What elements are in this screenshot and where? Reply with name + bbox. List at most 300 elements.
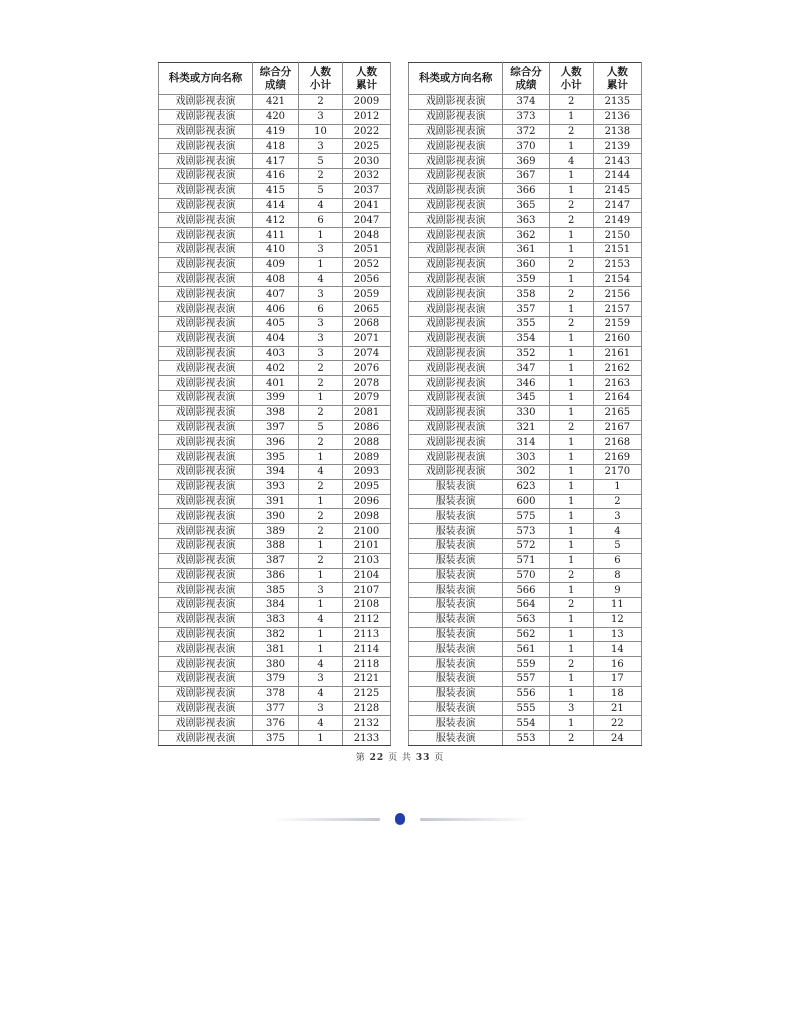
table-row [409, 168, 642, 183]
cell-cumulative: 5 [593, 538, 641, 553]
cell-count: 2 [299, 435, 343, 450]
cell-score: 404 [253, 331, 299, 346]
table-row [409, 242, 642, 257]
table-row [409, 154, 642, 169]
cell-name: 戏剧影视表演 [159, 642, 253, 657]
cell-count: 2 [549, 731, 593, 746]
cell-name: 服装表演 [409, 494, 503, 509]
cell-cumulative: 2081 [343, 405, 391, 420]
cell-name: 戏剧影视表演 [409, 95, 503, 110]
cell-cumulative: 2074 [343, 346, 391, 361]
cell-name: 服装表演 [409, 642, 503, 657]
table-header-row [159, 63, 391, 95]
cell-score: 563 [503, 612, 549, 627]
cell-count: 1 [549, 612, 593, 627]
cell-cumulative: 2086 [343, 420, 391, 435]
cell-name: 戏剧影视表演 [159, 316, 253, 331]
cell-cumulative: 2078 [343, 376, 391, 391]
table-row [409, 198, 642, 213]
cell-cumulative: 2025 [343, 139, 391, 154]
cell-cumulative: 2163 [593, 376, 641, 391]
cell-score: 406 [253, 302, 299, 317]
table-row [159, 627, 391, 642]
cell-score: 417 [253, 154, 299, 169]
cell-count: 1 [549, 228, 593, 243]
cell-name: 服装表演 [409, 686, 503, 701]
cell-cumulative: 21 [593, 701, 641, 716]
cell-name: 戏剧影视表演 [409, 228, 503, 243]
cell-score: 302 [503, 464, 549, 479]
cell-name: 戏剧影视表演 [159, 509, 253, 524]
cell-count: 1 [549, 435, 593, 450]
cell-cumulative: 2167 [593, 420, 641, 435]
cell-name: 戏剧影视表演 [409, 183, 503, 198]
cell-name: 戏剧影视表演 [409, 198, 503, 213]
cell-score: 381 [253, 642, 299, 657]
header-score: 综合分 成绩 [503, 63, 549, 95]
cell-cumulative: 2156 [593, 287, 641, 302]
cell-name: 戏剧影视表演 [409, 109, 503, 124]
cell-score: 367 [503, 168, 549, 183]
cell-score: 556 [503, 686, 549, 701]
cell-cumulative: 1 [593, 479, 641, 494]
cell-name: 戏剧影视表演 [159, 139, 253, 154]
cell-name: 戏剧影视表演 [409, 139, 503, 154]
cell-cumulative: 2068 [343, 316, 391, 331]
table-row [409, 524, 642, 539]
cell-name: 戏剧影视表演 [159, 213, 253, 228]
cell-cumulative: 2113 [343, 627, 391, 642]
cell-count: 4 [299, 612, 343, 627]
cell-cumulative: 2076 [343, 361, 391, 376]
table-row [159, 524, 391, 539]
cell-name: 戏剧影视表演 [409, 376, 503, 391]
cell-score: 415 [253, 183, 299, 198]
cell-name: 服装表演 [409, 568, 503, 583]
footer-total-pages: 33 [415, 753, 431, 763]
cell-score: 418 [253, 139, 299, 154]
cell-count: 3 [299, 583, 343, 598]
cell-cumulative: 16 [593, 657, 641, 672]
table-row [409, 583, 642, 598]
cell-score: 393 [253, 479, 299, 494]
table-row [159, 494, 391, 509]
cell-count: 1 [299, 568, 343, 583]
table-row [159, 228, 391, 243]
table-body-right [409, 95, 642, 746]
cell-cumulative: 22 [593, 716, 641, 731]
table-row [159, 450, 391, 465]
cell-cumulative: 2107 [343, 583, 391, 598]
cell-count: 1 [549, 524, 593, 539]
table-row [409, 464, 642, 479]
cell-score: 397 [253, 420, 299, 435]
cell-cumulative: 2065 [343, 302, 391, 317]
cell-count: 1 [549, 509, 593, 524]
table-row [159, 686, 391, 701]
table-row [159, 346, 391, 361]
cell-score: 410 [253, 242, 299, 257]
cell-cumulative: 2022 [343, 124, 391, 139]
cell-score: 557 [503, 672, 549, 687]
cell-name: 戏剧影视表演 [159, 612, 253, 627]
table-row [409, 228, 642, 243]
cell-cumulative: 2168 [593, 435, 641, 450]
cell-name: 戏剧影视表演 [159, 464, 253, 479]
cell-count: 6 [299, 213, 343, 228]
cell-score: 314 [503, 435, 549, 450]
table-row [159, 287, 391, 302]
cell-count: 4 [299, 464, 343, 479]
cell-score: 363 [503, 213, 549, 228]
cell-name: 戏剧影视表演 [159, 657, 253, 672]
cell-cumulative: 2112 [343, 612, 391, 627]
table-row [159, 242, 391, 257]
cell-count: 1 [299, 627, 343, 642]
table-row [159, 672, 391, 687]
cell-name: 戏剧影视表演 [159, 435, 253, 450]
table-row [159, 198, 391, 213]
table-row [159, 302, 391, 317]
cell-count: 3 [299, 242, 343, 257]
cell-name: 戏剧影视表演 [159, 390, 253, 405]
table-row [409, 420, 642, 435]
cell-cumulative: 11 [593, 598, 641, 613]
cell-count: 2 [299, 553, 343, 568]
cell-count: 2 [549, 95, 593, 110]
cell-name: 戏剧影视表演 [159, 287, 253, 302]
cell-score: 372 [503, 124, 549, 139]
cell-score: 407 [253, 287, 299, 302]
cell-name: 戏剧影视表演 [159, 124, 253, 139]
score-table-right [408, 62, 642, 746]
cell-cumulative: 24 [593, 731, 641, 746]
cell-count: 4 [299, 716, 343, 731]
cell-name: 服装表演 [409, 509, 503, 524]
cell-score: 555 [503, 701, 549, 716]
cell-count: 1 [549, 331, 593, 346]
table-row [159, 598, 391, 613]
cell-name: 戏剧影视表演 [409, 287, 503, 302]
cell-score: 387 [253, 553, 299, 568]
cell-name: 戏剧影视表演 [159, 450, 253, 465]
cell-cumulative: 2138 [593, 124, 641, 139]
table-row [409, 361, 642, 376]
cell-cumulative: 2160 [593, 331, 641, 346]
cell-cumulative: 2088 [343, 435, 391, 450]
cell-cumulative: 2056 [343, 272, 391, 287]
cell-count: 1 [299, 598, 343, 613]
cell-score: 409 [253, 257, 299, 272]
cell-count: 1 [549, 242, 593, 257]
cell-name: 服装表演 [409, 479, 503, 494]
cell-name: 戏剧影视表演 [409, 242, 503, 257]
table-row [409, 494, 642, 509]
cell-cumulative: 2032 [343, 168, 391, 183]
table-row [409, 124, 642, 139]
cell-count: 2 [549, 213, 593, 228]
cell-score: 600 [503, 494, 549, 509]
cell-count: 1 [549, 479, 593, 494]
cell-score: 365 [503, 198, 549, 213]
cell-score: 395 [253, 450, 299, 465]
table-row [159, 405, 391, 420]
cell-cumulative: 2096 [343, 494, 391, 509]
header-count: 人数 小计 [549, 63, 593, 95]
table-row [409, 213, 642, 228]
cell-score: 414 [253, 198, 299, 213]
table-row [409, 672, 642, 687]
cell-name: 服装表演 [409, 731, 503, 746]
cell-cumulative: 6 [593, 553, 641, 568]
cell-count: 6 [299, 302, 343, 317]
cell-cumulative: 2059 [343, 287, 391, 302]
cell-count: 4 [299, 686, 343, 701]
table-row [409, 686, 642, 701]
cell-count: 1 [549, 494, 593, 509]
cell-count: 1 [549, 405, 593, 420]
cell-cumulative: 2108 [343, 598, 391, 613]
cell-count: 1 [299, 228, 343, 243]
header-score: 综合分 成绩 [253, 63, 299, 95]
cell-cumulative: 2147 [593, 198, 641, 213]
cell-name: 戏剧影视表演 [159, 701, 253, 716]
cell-count: 3 [299, 331, 343, 346]
cell-score: 373 [503, 109, 549, 124]
table-row [159, 642, 391, 657]
table-row [159, 716, 391, 731]
table-row [159, 568, 391, 583]
cell-score: 386 [253, 568, 299, 583]
cell-cumulative: 2145 [593, 183, 641, 198]
cell-score: 405 [253, 316, 299, 331]
table-row [159, 376, 391, 391]
table-row [159, 435, 391, 450]
table-row [409, 346, 642, 361]
cell-name: 戏剧影视表演 [159, 479, 253, 494]
cell-count: 1 [549, 302, 593, 317]
cell-count: 1 [549, 686, 593, 701]
score-tables [158, 62, 642, 746]
cell-name: 戏剧影视表演 [409, 316, 503, 331]
cell-score: 408 [253, 272, 299, 287]
cell-cumulative: 2136 [593, 109, 641, 124]
score-table-left [158, 62, 391, 746]
cell-name: 戏剧影视表演 [159, 361, 253, 376]
cell-cumulative: 2071 [343, 331, 391, 346]
cell-count: 1 [549, 183, 593, 198]
cell-name: 戏剧影视表演 [159, 302, 253, 317]
cell-count: 1 [299, 390, 343, 405]
cell-cumulative: 2098 [343, 509, 391, 524]
cell-name: 服装表演 [409, 524, 503, 539]
cell-name: 戏剧影视表演 [159, 242, 253, 257]
cell-score: 411 [253, 228, 299, 243]
page-divider [0, 812, 800, 826]
cell-count: 2 [299, 479, 343, 494]
cell-count: 2 [549, 420, 593, 435]
cell-name: 戏剧影视表演 [159, 627, 253, 642]
cell-name: 戏剧影视表演 [409, 154, 503, 169]
cell-name: 戏剧影视表演 [159, 95, 253, 110]
cell-cumulative: 2153 [593, 257, 641, 272]
table-row [159, 701, 391, 716]
cell-count: 1 [549, 553, 593, 568]
table-row [159, 109, 391, 124]
cell-score: 354 [503, 331, 549, 346]
cell-cumulative: 2041 [343, 198, 391, 213]
table-row [159, 272, 391, 287]
cell-score: 358 [503, 287, 549, 302]
cell-count: 2 [299, 95, 343, 110]
cell-score: 369 [503, 154, 549, 169]
cell-score: 370 [503, 139, 549, 154]
cell-score: 360 [503, 257, 549, 272]
cell-count: 3 [299, 672, 343, 687]
cell-score: 554 [503, 716, 549, 731]
cell-score: 566 [503, 583, 549, 598]
cell-count: 1 [549, 627, 593, 642]
cell-cumulative: 2104 [343, 568, 391, 583]
cell-name: 服装表演 [409, 583, 503, 598]
cell-cumulative: 2128 [343, 701, 391, 716]
cell-count: 1 [549, 538, 593, 553]
cell-score: 389 [253, 524, 299, 539]
cell-count: 2 [549, 257, 593, 272]
cell-name: 戏剧影视表演 [409, 420, 503, 435]
table-row [159, 183, 391, 198]
footer-page-number: 22 [369, 753, 385, 763]
cell-count: 1 [299, 450, 343, 465]
cell-count: 1 [549, 139, 593, 154]
table-row [409, 287, 642, 302]
cell-name: 戏剧影视表演 [409, 213, 503, 228]
cell-count: 1 [549, 716, 593, 731]
table-row [409, 731, 642, 746]
cell-cumulative: 17 [593, 672, 641, 687]
table-row [409, 139, 642, 154]
cell-cumulative: 2132 [343, 716, 391, 731]
table-row [159, 583, 391, 598]
cell-cumulative: 2114 [343, 642, 391, 657]
cell-score: 573 [503, 524, 549, 539]
cell-score: 399 [253, 390, 299, 405]
cell-name: 戏剧影视表演 [159, 716, 253, 731]
cell-count: 1 [299, 731, 343, 746]
cell-name: 戏剧影视表演 [409, 302, 503, 317]
table-row [409, 183, 642, 198]
cell-name: 戏剧影视表演 [159, 583, 253, 598]
cell-score: 396 [253, 435, 299, 450]
cell-score: 394 [253, 464, 299, 479]
table-row [409, 612, 642, 627]
cell-score: 382 [253, 627, 299, 642]
cell-count: 1 [549, 168, 593, 183]
cell-cumulative: 3 [593, 509, 641, 524]
cell-name: 服装表演 [409, 657, 503, 672]
table-row [159, 257, 391, 272]
cell-count: 1 [549, 272, 593, 287]
cell-name: 戏剧影视表演 [159, 376, 253, 391]
divider-right-bar [420, 818, 532, 821]
cell-name: 戏剧影视表演 [159, 553, 253, 568]
cell-score: 374 [503, 95, 549, 110]
cell-cumulative: 2037 [343, 183, 391, 198]
cell-score: 362 [503, 228, 549, 243]
table-row [159, 331, 391, 346]
cell-score: 303 [503, 450, 549, 465]
table-row [409, 109, 642, 124]
cell-score: 357 [503, 302, 549, 317]
cell-count: 2 [549, 568, 593, 583]
header-cumulative: 人数 累计 [343, 63, 391, 95]
cell-count: 1 [299, 538, 343, 553]
cell-count: 4 [549, 154, 593, 169]
cell-count: 3 [299, 109, 343, 124]
cell-name: 服装表演 [409, 553, 503, 568]
cell-count: 2 [549, 124, 593, 139]
cell-count: 2 [299, 376, 343, 391]
cell-name: 戏剧影视表演 [159, 598, 253, 613]
cell-count: 1 [549, 450, 593, 465]
cell-score: 571 [503, 553, 549, 568]
cell-cumulative: 2161 [593, 346, 641, 361]
table-row [159, 479, 391, 494]
table-row [409, 553, 642, 568]
table-row [409, 257, 642, 272]
cell-cumulative: 2009 [343, 95, 391, 110]
cell-cumulative: 2101 [343, 538, 391, 553]
cell-name: 戏剧影视表演 [159, 494, 253, 509]
cell-count: 1 [549, 583, 593, 598]
cell-score: 388 [253, 538, 299, 553]
cell-score: 355 [503, 316, 549, 331]
cell-score: 398 [253, 405, 299, 420]
table-row [159, 553, 391, 568]
cell-name: 戏剧影视表演 [409, 272, 503, 287]
cell-count: 1 [549, 346, 593, 361]
cell-name: 服装表演 [409, 716, 503, 731]
cell-count: 5 [299, 183, 343, 198]
table-row [159, 124, 391, 139]
cell-name: 戏剧影视表演 [159, 228, 253, 243]
cell-score: 359 [503, 272, 549, 287]
table-body-left [159, 95, 391, 746]
cell-name: 戏剧影视表演 [159, 524, 253, 539]
table-row [159, 316, 391, 331]
cell-count: 1 [299, 257, 343, 272]
cell-count: 2 [299, 524, 343, 539]
cell-count: 2 [299, 509, 343, 524]
cell-score: 346 [503, 376, 549, 391]
cell-name: 戏剧影视表演 [159, 198, 253, 213]
cell-name: 戏剧影视表演 [159, 331, 253, 346]
cell-count: 5 [299, 420, 343, 435]
cell-score: 384 [253, 598, 299, 613]
cell-name: 服装表演 [409, 598, 503, 613]
cell-cumulative: 2157 [593, 302, 641, 317]
cell-score: 380 [253, 657, 299, 672]
table-row [159, 657, 391, 672]
footer-suffix: 页 [434, 753, 445, 763]
cell-name: 戏剧影视表演 [409, 346, 503, 361]
cell-cumulative: 2012 [343, 109, 391, 124]
cell-score: 385 [253, 583, 299, 598]
table-row [409, 701, 642, 716]
cell-name: 戏剧影视表演 [409, 168, 503, 183]
cell-score: 401 [253, 376, 299, 391]
table-row [159, 139, 391, 154]
